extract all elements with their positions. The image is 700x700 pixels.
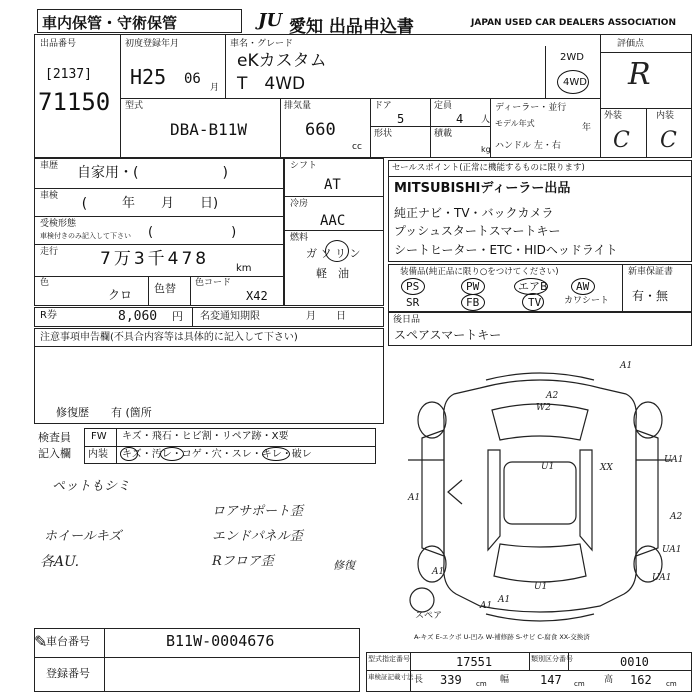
shift-value: AT bbox=[324, 177, 341, 193]
length-unit: cm bbox=[476, 680, 487, 688]
selling-points-label: セールスポイント(正常に機能するものに限ります) bbox=[392, 163, 585, 173]
inspector-interior-label: 内装 bbox=[88, 449, 108, 460]
damage-mark-left-a1: A1 bbox=[408, 493, 421, 503]
model-label: 型式 bbox=[125, 101, 144, 111]
proxy-value: ( ) bbox=[148, 225, 237, 240]
equip-kawa-seat: カワシート bbox=[564, 296, 610, 306]
repaint-label: 色替 bbox=[154, 282, 176, 295]
height-label: 高 bbox=[604, 675, 614, 685]
color-value: クロ bbox=[108, 288, 133, 302]
color-code-value: X42 bbox=[246, 289, 268, 303]
new-warranty-label: 新車保証書 bbox=[628, 267, 674, 277]
equip-sr: SR bbox=[406, 296, 420, 309]
seats-label: 定員 bbox=[434, 101, 453, 111]
registration-month-unit: 月 bbox=[210, 83, 220, 93]
recycle-unit: 円 bbox=[172, 310, 183, 323]
interior-stain-circle bbox=[160, 447, 184, 461]
proxy-label: 受検形態 bbox=[40, 219, 77, 229]
inspector-fw-items: キズ・飛石・ヒビ割・リペア跡・X要 bbox=[122, 431, 289, 442]
damage-mark-bottom-a1: A1 bbox=[480, 601, 493, 611]
interior-scratch-circle bbox=[120, 447, 138, 461]
equip-fb-circle bbox=[461, 294, 485, 311]
inspection-prefix: ( bbox=[80, 196, 89, 212]
damage-legend: A-キズ E-エクボ U-凹み W-補修跡 S-サビ C-腐食 XX-交換済 bbox=[414, 633, 590, 641]
selling-point-3: プッシュスタートスマートキー bbox=[394, 224, 561, 238]
displacement-label: 排気量 bbox=[284, 101, 312, 111]
ac-value: AAC bbox=[320, 213, 346, 229]
inspector-label-1: 検査員 bbox=[38, 431, 71, 444]
car-name: eKカスタム bbox=[237, 51, 327, 71]
grade-overall: R bbox=[628, 57, 651, 92]
note-pet-stain: ペットもシミ bbox=[52, 479, 131, 494]
doors-label: ドア bbox=[374, 101, 392, 111]
equip-ps-circle bbox=[401, 278, 425, 295]
note-lower-support: ロアサポート歪 bbox=[212, 504, 304, 519]
fuel-label: 燃料 bbox=[290, 233, 309, 243]
shift-label: シフト bbox=[290, 161, 318, 171]
caution-label: 注意事項申告欄(不具合内容等は具体的に記入して下さい) bbox=[40, 332, 298, 343]
note-each-au: 各AU. bbox=[40, 554, 80, 570]
damage-mark-left-rear-a1: A1 bbox=[432, 567, 445, 577]
mileage-value: 7万3千478 bbox=[100, 249, 210, 269]
equipment-label: 装備品(純正品に限り○をつけてください) bbox=[400, 267, 559, 277]
car-name-label: 車名・グレード bbox=[230, 39, 294, 49]
equip-pw: PW bbox=[466, 280, 480, 293]
proxy-sub: 車検付きのみ記入して下さい bbox=[40, 232, 131, 240]
equip-airbag: エアB bbox=[518, 280, 548, 293]
chassis-label: 車台番号 bbox=[46, 635, 90, 648]
chassis-number: B11W-0004676 bbox=[166, 632, 275, 650]
class-value: 0010 bbox=[620, 655, 649, 669]
model-year-unit: 年 bbox=[582, 123, 592, 133]
length-label: 長 bbox=[414, 675, 424, 685]
damage-mark-hood-w2: W2 bbox=[536, 403, 551, 413]
after-items-label: 後日品 bbox=[393, 315, 421, 325]
inspector-label-2: 記入欄 bbox=[38, 447, 71, 460]
dealer-label: ディーラー・並行 bbox=[495, 103, 567, 113]
mileage-unit: km bbox=[236, 263, 252, 274]
registration-month: 06 bbox=[184, 71, 201, 87]
grade-label: 評価点 bbox=[617, 39, 645, 49]
equip-tv-circle bbox=[522, 293, 544, 311]
grade-interior-label: 内装 bbox=[656, 111, 675, 121]
inspector-fw-label: FW bbox=[91, 431, 107, 442]
type-approval-label: 型式指定番号 bbox=[368, 655, 410, 663]
color-code-label: 色コード bbox=[195, 278, 232, 288]
grade-exterior-label: 外装 bbox=[604, 111, 623, 121]
fuel-gasoline: ガ ソ リ ン bbox=[306, 247, 361, 260]
registration-label: 初度登録年月 bbox=[125, 39, 180, 49]
damage-mark-hood-a2: A2 bbox=[546, 391, 559, 401]
class-label: 類別区分番号 bbox=[531, 655, 573, 663]
grade-exterior: C bbox=[613, 128, 630, 153]
registration-year: H25 bbox=[130, 65, 167, 89]
new-warranty-value: 有・無 bbox=[632, 289, 669, 303]
ac-label: 冷房 bbox=[290, 199, 309, 209]
fuel-gasoline-circle bbox=[325, 240, 349, 262]
form-title: 愛知 出品申込書 bbox=[289, 17, 414, 37]
recycle-label: R券 bbox=[40, 310, 57, 321]
width-unit: cm bbox=[574, 680, 585, 688]
capacity-label: 積載 bbox=[434, 129, 453, 139]
equip-tv: TV bbox=[528, 296, 542, 309]
displacement-value: 660 bbox=[305, 120, 336, 140]
drive-4wd: 4WD bbox=[563, 77, 587, 88]
equip-pw-circle bbox=[461, 278, 485, 295]
drive-2wd: 2WD bbox=[560, 52, 584, 63]
deadline-value: 月 日 bbox=[306, 311, 346, 322]
usage-label: 車歴 bbox=[40, 161, 59, 171]
car-grade: T 4WD bbox=[237, 74, 306, 94]
displacement-unit: cc bbox=[352, 142, 362, 152]
damage-mark-roof-u1: U1 bbox=[541, 462, 555, 472]
repair-history: 修復歴 有 (箇所 bbox=[56, 406, 152, 419]
after-items-value: スペアスマートキー bbox=[394, 328, 502, 342]
note-wheel-scratch: ホイールキズ bbox=[44, 529, 122, 544]
ju-logo: JU bbox=[258, 10, 283, 31]
type-approval-value: 17551 bbox=[456, 655, 493, 669]
damage-mark-rear-right-ua1: UA1 bbox=[652, 573, 672, 583]
lot-number: 71150 bbox=[38, 88, 111, 116]
top-section bbox=[34, 34, 692, 158]
inspector-interior-items: キズ・汚レ・コゲ・穴・スレ・キレ・破レ bbox=[122, 449, 312, 460]
note-end-panel: エンドパネル歪 bbox=[212, 529, 303, 544]
handle-label: ハンドル 左・右 bbox=[495, 141, 561, 151]
inspection-label: 車検 bbox=[40, 191, 59, 201]
color-label: 色 bbox=[40, 278, 50, 288]
width-label: 幅 bbox=[500, 675, 510, 685]
shape-label: 形状 bbox=[374, 129, 393, 139]
drive-4wd-circle bbox=[557, 70, 589, 94]
fuel-diesel: 軽 油 bbox=[316, 267, 349, 280]
lot-label: 出品番号 bbox=[40, 39, 77, 49]
damage-mark-rear-bumper-a1: A1 bbox=[498, 595, 511, 605]
model-year-label: モデル年式 bbox=[495, 119, 535, 128]
height-value: 162 bbox=[630, 673, 652, 687]
equip-aw-circle bbox=[571, 278, 595, 295]
note-r-floor: Rフロア歪 bbox=[212, 554, 274, 569]
damage-mark-right-rear-ua1: UA1 bbox=[662, 545, 682, 555]
plate-label: 登録番号 bbox=[46, 667, 90, 680]
damage-mark-right-a2: A2 bbox=[670, 512, 683, 522]
equip-aw: AW bbox=[576, 280, 590, 293]
lot-sub: [2137] bbox=[45, 67, 92, 82]
doors-value: 5 bbox=[397, 112, 405, 126]
length-value: 339 bbox=[440, 673, 462, 687]
height-unit: cm bbox=[666, 680, 677, 688]
model-value: DBA-B11W bbox=[170, 120, 248, 139]
note-repair: 修復 bbox=[333, 559, 355, 572]
seats-value: 4 bbox=[456, 112, 464, 126]
storage-stamp-text: 車内保管・守術保管 bbox=[42, 14, 178, 32]
recycle-amount: 8,060 bbox=[118, 309, 158, 324]
damage-mark-right-front-ua1: UA1 bbox=[664, 455, 684, 465]
grade-interior: C bbox=[660, 128, 677, 153]
selling-point-2: 純正ナビ・TV・バックカメラ bbox=[394, 206, 554, 220]
deadline-label: 名変通知期限 bbox=[200, 311, 260, 322]
pencil-icon: ✎ bbox=[34, 632, 48, 651]
capacity-unit: kg bbox=[481, 145, 491, 154]
seats-unit: 人 bbox=[481, 115, 491, 125]
interior-wear-circle bbox=[262, 447, 290, 461]
damage-mark-right-xx: XX bbox=[600, 463, 613, 473]
width-value: 147 bbox=[540, 673, 562, 687]
inspection-value: 年 月 日) bbox=[122, 196, 219, 211]
damage-mark-front-bumper: A1 bbox=[620, 361, 633, 371]
size-label: 車検証記載寸法 bbox=[368, 673, 414, 681]
spare-label: スペア bbox=[415, 611, 443, 621]
mileage-label: 走行 bbox=[40, 247, 59, 257]
equip-fb: FB bbox=[466, 296, 480, 309]
equip-ps: PS bbox=[406, 280, 420, 293]
association-name: JAPAN USED CAR DEALERS ASSOCIATION bbox=[471, 18, 676, 28]
damage-mark-rear-u1: U1 bbox=[534, 582, 548, 592]
usage-value: 自家用・( ) bbox=[77, 165, 228, 181]
selling-point-1: MITSUBISHIディーラー出品 bbox=[394, 181, 571, 196]
selling-point-4: シートヒーター・ETC・HIDヘッドライト bbox=[394, 243, 618, 257]
